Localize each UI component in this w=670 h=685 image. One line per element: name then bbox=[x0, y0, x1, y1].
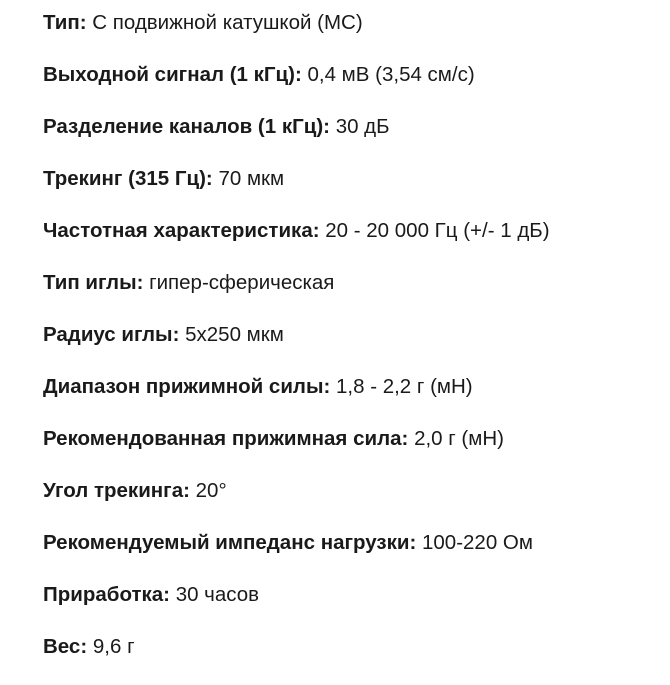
spec-label: Диапазон прижимной силы: bbox=[43, 375, 331, 398]
spec-label: Частотная характеристика: bbox=[43, 219, 320, 242]
spec-value: 70 мкм bbox=[218, 167, 285, 190]
spec-value: 20 - 20 000 Гц (+/- 1 дБ) bbox=[325, 219, 550, 242]
spec-row-weight bbox=[43, 633, 663, 685]
spec-value: 1,8 - 2,2 г (мН) bbox=[336, 375, 473, 398]
spec-value: 9,6 г bbox=[92, 635, 135, 658]
spec-value: 5x250 мкм bbox=[185, 323, 284, 346]
spec-row-output-signal bbox=[43, 61, 663, 113]
spec-value: 30 дБ bbox=[335, 115, 390, 138]
spec-row-stylus-radius bbox=[43, 321, 663, 373]
spec-label: Угол трекинга: bbox=[43, 479, 190, 502]
spec-row-frequency-response bbox=[43, 217, 663, 269]
spec-label: Рекомендуемый импеданс нагрузки: bbox=[43, 531, 417, 554]
spec-list bbox=[43, 9, 663, 685]
spec-row-type bbox=[43, 9, 663, 61]
spec-value: 20° bbox=[195, 479, 227, 502]
spec-row-tracking-force-range bbox=[43, 373, 663, 425]
spec-label: Приработка: bbox=[43, 583, 170, 606]
spec-row-stylus-type bbox=[43, 269, 663, 321]
spec-row-channel-separation bbox=[43, 113, 663, 165]
spec-row-load-impedance bbox=[43, 529, 663, 581]
spec-value: гипер-сферическая bbox=[149, 271, 335, 294]
spec-row-tracking bbox=[43, 165, 663, 217]
spec-label: Выходной сигнал (1 кГц): bbox=[43, 63, 302, 86]
spec-value: 100-220 Ом bbox=[421, 531, 533, 554]
spec-row-break-in bbox=[43, 581, 663, 633]
spec-label: Разделение каналов (1 кГц): bbox=[43, 115, 330, 138]
spec-label: Тип иглы: bbox=[43, 271, 144, 294]
spec-value: 2,0 г (мН) bbox=[414, 427, 504, 450]
spec-label: Трекинг (315 Гц): bbox=[43, 167, 213, 190]
spec-row-recommended-force bbox=[43, 425, 663, 477]
spec-label: Вес: bbox=[43, 635, 88, 658]
spec-label: Тип: bbox=[43, 11, 87, 34]
spec-value: 30 часов bbox=[175, 583, 260, 606]
spec-label: Рекомендованная прижимная сила: bbox=[43, 427, 409, 450]
spec-row-tracking-angle bbox=[43, 477, 663, 529]
spec-label: Радиус иглы: bbox=[43, 323, 180, 346]
spec-value: С подвижной катушкой (MC) bbox=[92, 11, 363, 34]
spec-value: 0,4 мВ (3,54 см/с) bbox=[307, 63, 475, 86]
